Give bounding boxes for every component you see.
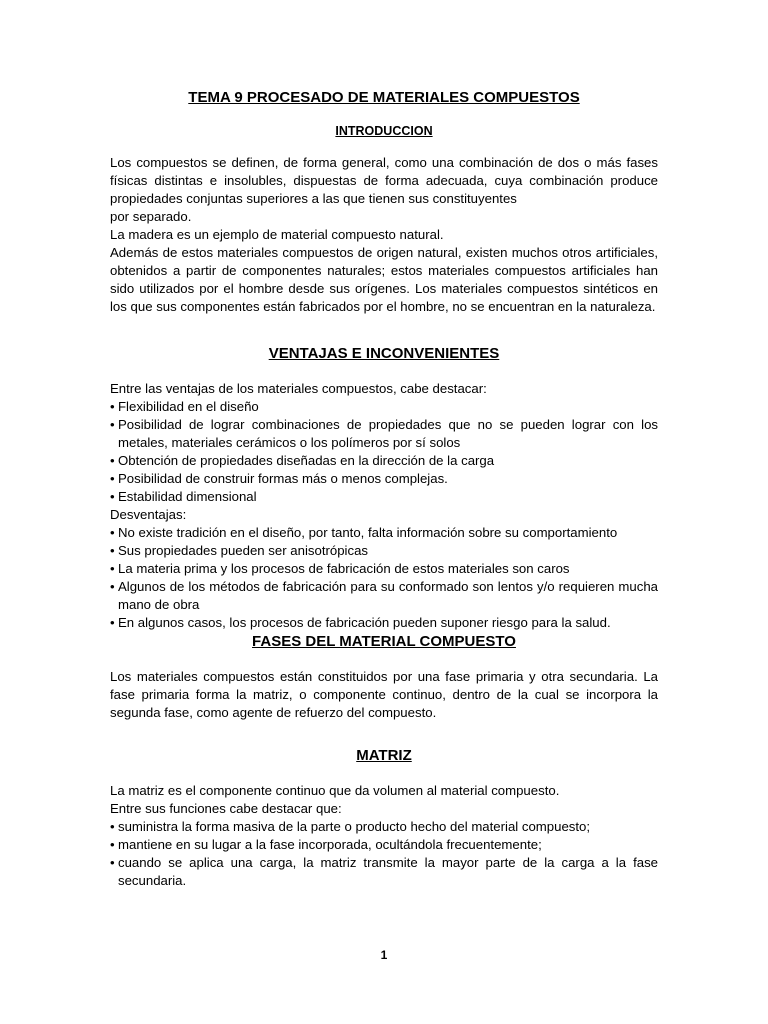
desventajas-label: Desventajas: — [110, 507, 187, 522]
fases-paragraph: Los materiales compuestos están constituidos por una fase primaria y otra secundaria. La fase primaria forma la matriz, o componente continuo, dentro de la cual se incorpora la segunda fase, como agente de refuerzo del compuesto. — [110, 669, 658, 720]
intro-paragraph-1-end: por separado. — [110, 209, 192, 224]
list-item: • En algunos casos, los procesos de fabricación pueden suponer riesgo para la salud. — [110, 614, 658, 632]
intro-paragraph-3: Además de estos materiales compuestos de origen natural, existen muchos otros artificiales, obtenidos a partir de componentes naturales; estos materiales compuestos artificiales han sido utilizados por el hombre desde sus orígenes. Los materiales compuestos sintéticos en los que sus componentes están fabricados por el hombre, no se encuentran en la naturaleza. — [110, 245, 658, 314]
list-item: • Estabilidad dimensional — [110, 488, 658, 506]
ventajas-lead: Entre las ventajas de los materiales compuestos, cabe destacar: — [110, 381, 487, 396]
list-item: • Flexibilidad en el diseño — [110, 398, 658, 416]
page-content — [110, 88, 658, 890]
list-item: • Obtención de propiedades diseñadas en la dirección de la carga — [110, 452, 658, 470]
page-number: 1 — [380, 948, 388, 962]
list-item: • La materia prima y los procesos de fabricación de estos materiales son caros — [110, 560, 658, 578]
intro-heading: INTRODUCCION — [335, 124, 433, 138]
list-item: • mantiene en su lugar a la fase incorporada, ocultándola frecuentemente; — [110, 836, 658, 854]
intro-paragraph-2: La madera es un ejemplo de material compuesto natural. — [110, 227, 444, 242]
matriz-paragraph-1: La matriz es el componente continuo que da volumen al material compuesto. — [110, 783, 560, 798]
matriz-list — [110, 818, 658, 890]
document-title: TEMA 9 PROCESADO DE MATERIALES COMPUESTOS — [188, 89, 580, 106]
desventajas-list — [110, 524, 658, 632]
list-item: • No existe tradición en el diseño, por tanto, falta información sobre su comportamiento — [110, 524, 658, 542]
ventajas-list — [110, 398, 658, 506]
list-item: • suministra la forma masiva de la parte o producto hecho del material compuesto; — [110, 818, 658, 836]
intro-paragraph-1: Los compuestos se definen, de forma general, como una combinación de dos o más fases físicas distintas e insolubles, dispuestas de forma adecuada, cuya combinación produce propiedades conjuntas superiores a las que tienen sus constituyentes — [110, 155, 658, 206]
list-item: • Posibilidad de construir formas más o menos complejas. — [110, 470, 658, 488]
fases-heading: FASES DEL MATERIAL COMPUESTO — [252, 633, 516, 650]
list-item: • Posibilidad de lograr combinaciones de propiedades que no se pueden lograr con los metales, materiales cerámicos o los polímeros por sí solos — [110, 416, 658, 452]
matriz-heading: MATRIZ — [356, 747, 412, 764]
list-item: • Algunos de los métodos de fabricación para su conformado son lentos y/o requieren mucha mano de obra — [110, 578, 658, 614]
list-item: • Sus propiedades pueden ser anisotrópicas — [110, 542, 658, 560]
list-item: • cuando se aplica una carga, la matriz transmite la mayor parte de la carga a la fase secundaria. — [110, 854, 658, 890]
matriz-paragraph-2: Entre sus funciones cabe destacar que: — [110, 801, 342, 816]
ventajas-heading: VENTAJAS E INCONVENIENTES — [268, 345, 500, 362]
